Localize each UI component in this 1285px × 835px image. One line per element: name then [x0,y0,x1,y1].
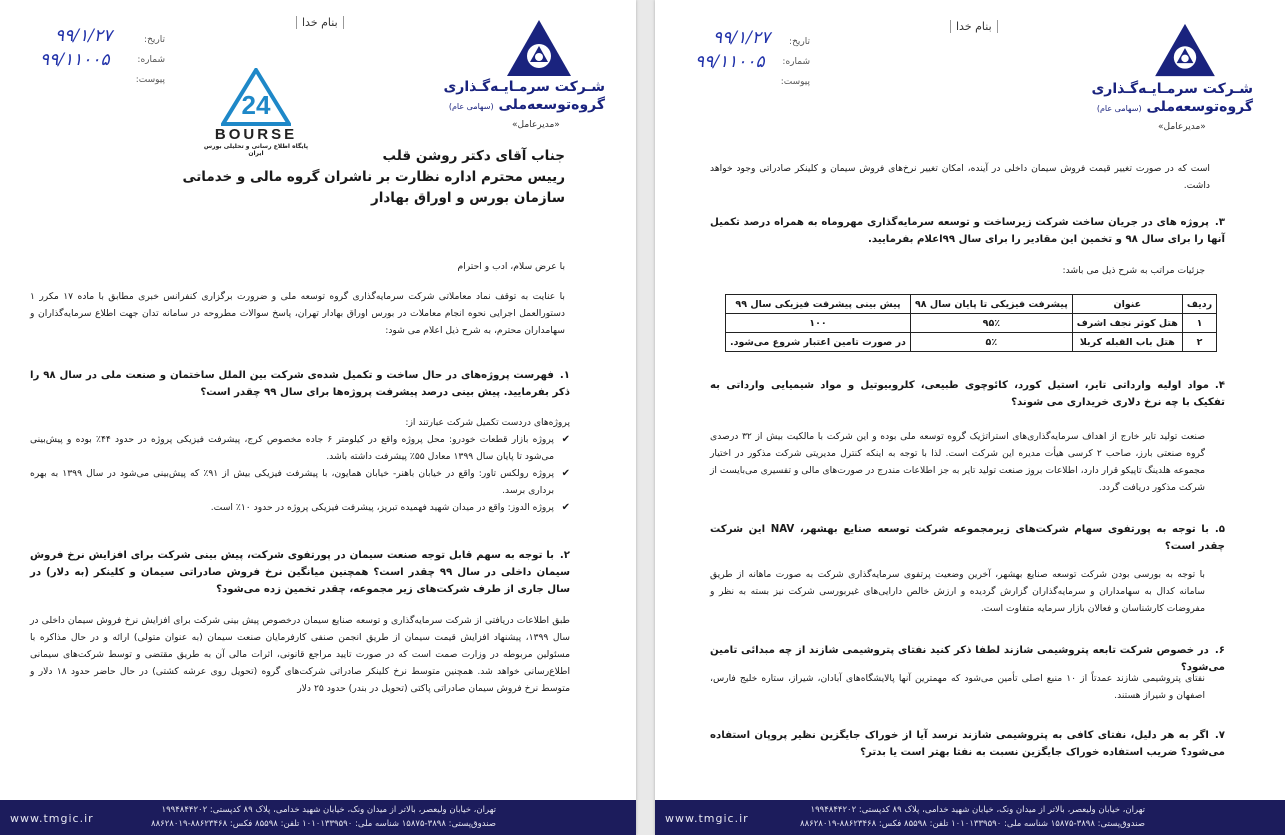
answer-5: با توجه به بورسی بودن شرکت توسعه صنایع بهشهر، آخرین وضعیت پرتفوی سرمایه‌گذاری شرکت به صورت ماهانه از طریق سامانه کدال به سهامداران و سرمایه‌گذاران گزارش گردیده و ارزش خالص دارایی‌های غیربورسی شرکت نیز بسته به نظر و مفروضات کارشناسان و فعالان بازار سرمایه متفاوت است. [710,569,1205,614]
question-4 [710,377,1225,411]
company-logo-icon [505,18,573,78]
table-header: پیش بینی پیشرفت فیزیکی سال ۹۹ [726,295,911,314]
question-3 [710,214,1225,248]
addressee-line-2: رییس محترم اداره نظارت بر ناشران گروه مالی و خدماتی [182,169,565,185]
addressee-line-1: جناب آقای دکتر روشن قلب [382,148,565,164]
letter-meta-labels [120,30,165,90]
table-cell: ۱ [1182,314,1216,333]
handwritten-date: ۹۹/۱/۲۷ [713,28,771,48]
project-item-1 [30,431,570,465]
question-5-text: با توجه به پورتفوی سهام شرکت‌های زیرمجموعه شرکت توسعه صنایع بهشهر، NAV این شرکت چقدر است؟ [710,524,1225,552]
question-6-number: ۶. [1214,645,1225,656]
company-name-line2: گروه‌توسعه‌ملی [498,97,605,113]
basmala-header: بنام خدا [296,16,344,29]
company-name-line2: گروه‌توسعه‌ملی [1146,99,1253,115]
footer-contacts: صندوق‌پستی: ۳۸۹۸-۱۵۸۷۵ شناسه ملی: ۱۰۱۰۱۳۳۹۵۹۰ تلفن: ۸۵۵۹۸ فکس: ۸۸۶۲۳۴۶۸-۸۸۶۲۸۰۱۹ [151,819,496,829]
table-row [726,314,1217,333]
intro-paragraph: با عنایت به توقف نماد معاملاتی شرکت سرمایه‌گذاری گروه توسعه ملی و ضرورت برگزاری کنفرانس خبری مطابق با ماده ۱۷ مکرر ۱ دستورالعمل اجرایی نحوه انجام معاملات در بورس اوراق بهادار تهران، پاسخ سوالات مطروحه در سامانه تدان جهت اطلاع سرمایه‌گذاران و سهامداران محترم، به شرح ذیل اعلام می شود: [30,291,565,336]
table-row [726,333,1217,352]
project-item-3-text: پروژه الدوز: واقع در میدان شهید فهمیده تبریز، پیشرفت فیزیکی پروژه در حدود ۱۰٪ است. [210,502,554,513]
table-cell: در صورت تامین اعتبار شروع می‌شود. [726,333,911,352]
project-item-2-text: پروژه رولکس تاور: واقع در خیابان باهنر- خیابان همایون، با پیشرفت فیزیکی بیش از ۹۱٪ که پیش‌بینی می‌شود در سال ۱۳۹۹ به بهره برداری برسد. [30,468,554,496]
addressee-line-3: سازمان بورس و اوراق بهادار [370,190,565,206]
footer-website: www.tmgic.ir [665,812,749,825]
check-icon: ✔ [561,434,570,445]
company-type: (سهامی عام) [1096,104,1142,113]
number-label: شماره: [782,57,810,67]
project-item-2 [30,465,570,499]
date-label: تاریخ: [789,37,810,47]
question-4-number: ۴. [1214,380,1225,391]
question-3-text: پروژه های در جریان ساخت شرکت زیرساخت و توسعه سرمایه‌گذاری مهروماه به همراه درصد تکمیل آنها را برای سال ۹۸ و تخمین این مقادیر را برای سال ۹۹اعلام بفرمایید. [710,217,1225,245]
question-5 [710,521,1225,555]
question-7 [710,727,1225,761]
table-header: پیشرفت فیزیکی تا پایان سال ۹۸ [910,295,1072,314]
answer-2-continued: است که در صورت تغییر قیمت فروش سیمان داخلی در آینده، امکان تغییر نرخ‌های فروش سیمان و کلینکر صادراتی وجود خواهد داشت. [710,163,1210,191]
question-2-number: ۲. [559,550,570,561]
company-name [443,78,605,116]
basmala-header: بنام خدا [950,20,998,33]
letter-footer [0,800,636,835]
handwritten-date: ۹۹/۱/۲۷ [55,26,113,46]
question-5-number: ۵. [1214,524,1225,535]
page-gap [636,0,655,835]
table-cell: ۲ [1182,333,1216,352]
table-header: عنوان [1072,295,1182,314]
table-cell: ۵٪ [910,333,1072,352]
bourse24-logo-icon [221,68,291,126]
footer-website: www.tmgic.ir [10,812,94,825]
table-cell: ۹۵٪ [910,314,1072,333]
answer-1 [30,414,570,516]
table-header-row [726,295,1217,314]
svg-text:24: 24 [241,90,271,120]
ceo-label: «مدیرعامل» [512,120,560,130]
answer-4: صنعت تولید تایر خارج از اهداف سرمایه‌گذاری‌های استراتژیک گروه توسعه ملی بوده و این شرکت با مالکیت بیش از ۳۲ درصدی گروه صنعتی بارز، صاحب ۲ کرسی هیأت مدیره این شرکت است. لذا با توجه به اینکه کنترل مدیریتی شرکت مذکور در اختیار مجموعه هلدینگ تاپیکو قرار دارد، اطلاعات بروز صنعت تولید تایر به جز اطلاعات مندرج در صورت‌های مالی و تفسیری می‌بایست از شرکت مذکور دریافت گردد. [710,431,1205,493]
check-icon: ✔ [561,468,570,479]
greeting: با عرض سلام، ادب و احترام [457,261,565,272]
company-type: (سهامی عام) [448,102,494,111]
question-1-text: فهرست پروژه‌های در حال ساخت و تکمیل شده‌ی شرکت بین الملل ساختمان و صنعت ملی در سال ۹۸ را ذکر بفرمایید. پیش بینی درصد پیشرفت پروژه‌ها برای سال ۹۹ چقدر است؟ [30,370,570,398]
company-logo [1153,22,1217,82]
question-3-number: ۳. [1214,217,1225,228]
footer-address: تهران، خیابان ولیعصر، بالاتر از میدان ونک، خیابان شهید خدامی، پلاک ۸۹ کدپستی: ۱۹۹۴۸۴۴۲۰۲ [161,805,496,815]
answer-1-intro: پروژه‌های دردست تکمیل شرکت عبارتند از: [405,417,570,428]
answer-3-intro: جزئیات مراتب به شرح ذیل می باشد: [1062,265,1205,276]
question-7-number: ۷. [1214,730,1225,741]
date-label: تاریخ: [144,35,165,45]
question-1 [30,367,570,401]
attachment-label: پیوست: [780,77,810,87]
letter-meta-labels [780,32,810,92]
question-2-text: با توجه به سهم قابل توجه صنعت سیمان در پورتفوی شرکت، پیش بینی شرکت برای افزایش نرخ فروش سیمان داخلی در سال ۹۹ چقدر است؟ همچنین میانگین نرخ فروش صادراتی سیمان و کلینکر (به دلار) در سال جاری از طرف شرکت‌های زیر مجموعه، چقدر تخمین زده می‌شود؟ [30,550,570,595]
answer-6: نفتای پتروشیمی شازند عمدتاً از ۱۰ منبع اصلی تأمین می‌شود که مهمترین آنها پالایشگاه‌های آبادان، شیراز، ستاره خلیج فارس، اصفهان و شیراز هستند. [710,673,1205,701]
question-7-text: اگر به هر دلیل، نفتای کافی به پتروشیمی شازند نرسد آیا از خوراک جایگزین نظیر پروپان استفاده می‌شود؟ ضریب استفاده خوراک جایگزین نسبت به نفتا بهتر است یا بدتر؟ [710,730,1225,758]
bourse24-watermark [196,68,316,157]
ceo-label: «مدیرعامل» [1158,122,1206,132]
company-logo [505,18,573,82]
number-label: شماره: [137,55,165,65]
check-icon: ✔ [561,502,570,513]
table-cell: هتل کوثر نجف اشرف [1072,314,1182,333]
question-1-number: ۱. [559,370,570,381]
company-name [1091,80,1253,118]
question-2 [30,547,570,598]
company-logo-icon [1153,22,1217,78]
letter-footer [655,800,1285,835]
letter-page-2 [655,0,1285,835]
company-name-line1: شـرکت سرمـایـه‌گـذاری [443,79,605,95]
footer-contacts: صندوق‌پستی: ۳۸۹۸-۱۵۸۷۵ شناسه ملی: ۱۰۱۰۱۳۳۹۵۹۰ تلفن: ۸۵۵۹۸ فکس: ۸۸۶۲۳۴۶۸-۸۸۶۲۸۰۱۹ [800,819,1145,829]
project-item-1-text: پروژه بازار قطعات خودرو: محل پروژه واقع در کیلومتر ۶ جاده مخصوص کرج، پیشرفت فیزیکی پروژه در حدود ۴۴٪ بوده و پیش‌بینی می‌شود تا پایان سال ۱۳۹۹ معادل ۵۵٪ پیشرفت داشته باشد. [30,434,554,462]
company-name-line1: شـرکت سرمـایـه‌گـذاری [1091,81,1253,97]
question-4-text: مواد اولیه وارداتی تایر، استیل کورد، کائوچوی طبیعی، کلروبیوتیل و مواد شیمیایی وارداتی به تفکیک با چه نرخ دلاری خریداری می شوند؟ [710,380,1225,408]
attachment-label: پیوست: [135,75,165,85]
handwritten-number: ۹۹/۱۱۰۰۵ [40,50,110,70]
footer-address: تهران، خیابان ولیعصر، بالاتر از میدان ونک، خیابان شهید خدامی، پلاک ۸۹ کدپستی: ۱۹۹۴۸۴۴۲۰۲ [810,805,1145,815]
table-cell: هتل باب القبله کربلا [1072,333,1182,352]
project-item-3 [30,499,570,516]
question-6-text: در خصوص شرکت تابعه پتروشیمی شازند لطفا ذکر کنید نفتای پتروشیمی شازند از چه مبدائی تامین می‌شود؟ [710,645,1225,673]
table-cell: ۱۰۰ [726,314,911,333]
hotel-progress-table [725,294,1217,352]
handwritten-number: ۹۹/۱۱۰۰۵ [695,52,765,72]
letter-page-1 [0,0,636,835]
bourse-wordmark: BOURSE [214,126,298,143]
answer-2: طبق اطلاعات دریافتی از شرکت سرمایه‌گذاری و توسعه صنایع سیمان درخصوص پیش بینی شرکت برای افزایش نرخ فروش سیمان داخلی در سال ۱۳۹۹، پیشنهاد افزایش قیمت سیمان از طریق انجمن صنفی کارفرمایان صنعت سیمان (به عنوان متولی) ارائه و در حال مذاکره با مسئولین مربوطه در وزارت صمت است که در صورت تایید مراجع قانونی، اثرات مالی آن به طریق مقتضی و توسط شرکت‌های سیمانی اطلاع‌رسانی خواهد شد. همچنین متوسط نرخ کلینکر صادراتی شرکت‌های گروه (تحویل روی عرشه کشتی) در حال حاضر حدود ۱۸ دلار و متوسط نرخ فروش سیمان صادراتی پاکتی (تحویل در بندر) حدود ۲۵ دلار [30,615,570,694]
table-header: ردیف [1182,295,1216,314]
bourse-tagline: پایگاه اطلاع رسانی و تحلیلی بورس ایران [203,143,309,157]
